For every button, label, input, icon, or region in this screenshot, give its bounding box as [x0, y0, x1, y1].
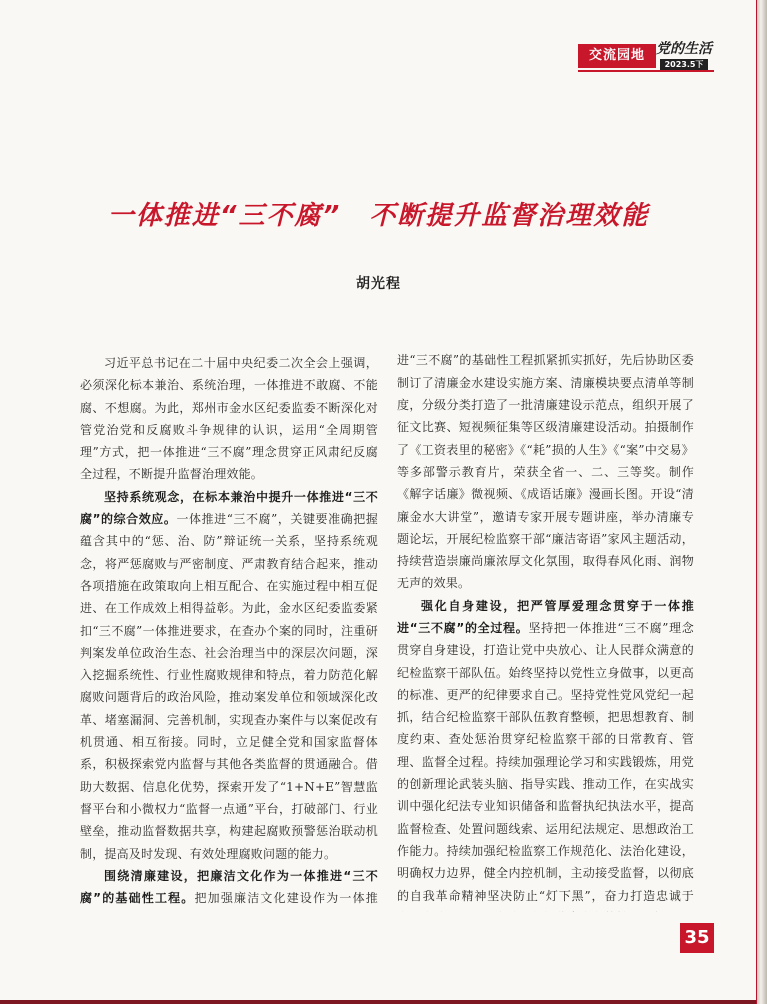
paragraph-3	[397, 352, 694, 595]
paragraph-lead: 坚持系统观念，在标本兼治中提升一体推进“三不腐”的综合效应。	[80, 489, 378, 527]
header-rule	[578, 70, 714, 72]
paragraph-body: 习近平总书记在二十届中央纪委二次全会上强调，必须深化标本兼治、系统治理，一体推进不敢腐、不能腐、不想腐。为此，郑州市金水区纪委监委不断深化对管党治党和反腐败斗争规律的认识，运用“全周期管理”方式，把一体推进“三不腐”理念贯穿正风肃纪反腐全过程，不断提升监督治理效能。	[80, 356, 378, 482]
paragraph-body: 把加强廉洁文化建设作为一体推	[194, 891, 378, 906]
paragraph-body: 一体推进“三不腐”，关键要准确把握蕴含其中的“惩、治、防”辩证统一关系，坚持系统观念，将严惩腐败与严密制度、严肃教育结合起来，推动各项措施在政策取向上相互配合、在实施过程中相互促进、在工作成效上相得益彰。为此，金水区纪委监委紧扣“三不腐”一体推进要求，在查办个案的同时，注重研判案发单位政治生态、社会治理当中的深层次问题，深入挖掘系统性、行业性腐败规律和特点，着力防范化解腐败问题背后的政治风险，推动案发单位和领域深化改革、堵塞漏洞、完善机制，实现查办案件与以案促改有机贯通、相互衔接。同时，立足健全党和国家监督体系，积极探索党内监督与其他各类监督的贯通融合。借助大数据、信息化优势，探索开发了“1+N+E”智慧监督平台和小微权力“监督一点通”平台，打破部门、行业壁垒，推动监督数据共享，构建起腐败预警惩治联动机制，提高及时发现、有效处理腐败问题的能力。	[80, 512, 378, 861]
column-right	[397, 352, 694, 912]
article-title: 一体推进“三不腐” 不断提升监督治理效能	[107, 201, 650, 231]
issue-label: 2023.5下	[660, 59, 708, 70]
magazine-logo	[656, 41, 712, 71]
page-number: 35	[680, 923, 714, 953]
section-tag: 交流园地	[578, 44, 656, 68]
paragraph-1	[80, 352, 378, 486]
page-spine	[757, 0, 767, 1004]
magazine-name: 党的生活	[656, 41, 712, 57]
article-body	[80, 352, 378, 912]
paragraph-body: 进“三不腐”的基础性工程抓紧抓实抓好，先后协助区委制订了清廉金水建设实施方案、清廉模块要点清单等制度，分级分类打造了一批清廉建设示范点，组织开展了征文比赛、短视频征集等区级清廉建设活动。拍摄制作了《工资表里的秘密》《“耗”损的人生》《“案”中交易》等多部警示教育片，荣获全省一、二、三等奖。制作《解字话廉》微视频、《成语话廉》漫画长图。开设“清廉金水大讲堂”，邀请专家开展专题讲座，举办清廉专题论坛，开展纪检监察干部“廉洁寄语”家风主题活动，持续营造崇廉尚廉浓厚文化氛围，取得春风化雨、润物无声的效果。	[397, 353, 694, 591]
article-body	[397, 352, 694, 912]
paragraph-body: 坚持把一体推进“三不腐”理念贯穿自身建设，打造让党中央放心、让人民群众满意的纪检监察干部队伍。始终坚持以党性立身做事，以更高的标准、更严的纪律要求自己。坚持党性党风党纪一起抓，结合纪检监察干部队伍教育整顿，把思想教育、制度约束、查处惩治贯穿纪检监察干部的日常教育、管理、监督全过程。持续加强理论学习和实践锻炼，用党的创新理论武装头脑、指导实践、推动工作，在实战实训中强化纪法专业知识储备和监督执纪执法水平，提高监督检查、处置问题线索、运用纪法规定、思想政治工作能力。持续加强纪检监察工作规范化、法治化建设，明确权力边界，健全内控机制，主动接受监督，以彻底的自我革命精神坚决防止“灯下黑”，奋力打造忠诚于	[397, 620, 694, 903]
paragraph-lead: 围绕清廉建设，把廉洁文化作为一体推进“三不腐”的基础性工程。	[80, 868, 378, 906]
paragraph-2	[80, 486, 378, 865]
paragraph-lead: 强化自身建设，把严管厚爱理念贯穿于一体推进“三不腐”的全过程。	[397, 598, 694, 635]
column-left	[80, 352, 378, 912]
bottom-bar	[0, 1000, 757, 1004]
paragraph-4	[397, 595, 694, 912]
paragraph-3	[80, 865, 378, 912]
article-author: 胡光程	[356, 276, 401, 292]
